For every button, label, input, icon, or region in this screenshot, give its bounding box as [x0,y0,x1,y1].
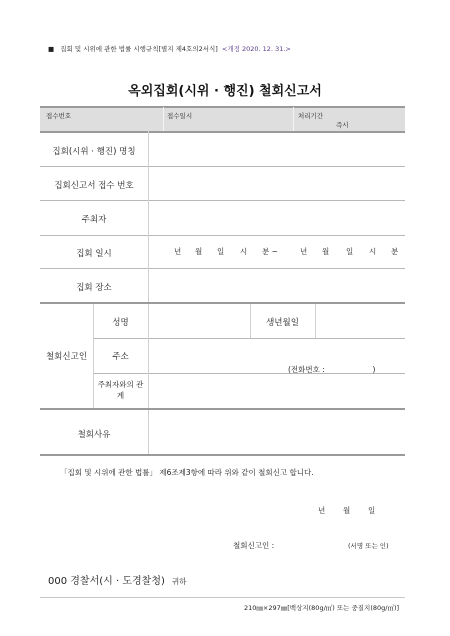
form-reference [48,44,291,53]
receipt-date-label: 접수일시 [167,112,193,120]
law-reference: 집회 및 시위에 관한 법률 시행규칙[별지 제4호의2서식] [60,45,218,53]
signature-field[interactable] [290,536,345,550]
assembly-datetime-label: 집회 일시 [76,249,112,259]
signature-label: 철회신고인 : [233,541,275,550]
to-month-unit: 월 [322,247,330,256]
signature-hint: (서명 또는 인) [348,542,389,550]
addressee [48,569,186,588]
assembly-place-label: 집회 장소 [76,283,112,293]
withdrawal-reason-field[interactable] [150,412,404,453]
from-month-unit: 월 [195,247,203,256]
from-minute-unit: 분 ~ [262,247,278,256]
assembly-datetime-field[interactable] [150,246,405,260]
address-label: 주소 [112,352,129,362]
office-use-row [40,107,405,131]
assembly-name-field[interactable] [150,133,404,165]
processing-period-value: 즉시 [336,121,349,129]
organizer-label: 주최자 [81,215,107,225]
organizer-field[interactable] [150,202,404,234]
paper-spec: 210㎜×297㎜[백상지(80g/㎡) 또는 중질지(80g/㎡)] [244,604,400,612]
name-label: 성명 [112,318,129,328]
date-day-unit: 일 [368,506,376,515]
name-field[interactable] [150,306,248,336]
relation-label: 주최자와의 관계 [97,380,144,400]
report-receipt-number-label: 집회신고서 접수 번호 [54,181,134,191]
police-office-name: 000 경찰서(시 · 도경찰청) [48,576,165,587]
withdrawal-reason-label: 철회사유 [77,430,111,440]
receipt-number-label: 접수번호 [46,112,72,120]
from-hour-unit: 시 [240,247,248,256]
form-title: 옥외집회(시위 · 행진) 철회신고서 [128,84,322,99]
addressee-suffix: 귀하 [171,577,187,586]
birth-date-label: 생년월일 [266,318,299,328]
processing-period-label: 처리기간 [298,112,324,120]
phone-label: (전화번호 : ) [288,365,376,374]
withdrawer-label: 철회신고인 [45,352,88,362]
assembly-place-field[interactable] [150,270,404,301]
from-day-unit: 일 [217,247,225,256]
assembly-name-label: 집회(시위 · 행진) 명칭 [52,147,136,157]
to-hour-unit: 시 [369,247,377,256]
relation-field[interactable] [150,375,404,407]
date-year-unit: 년 [318,506,326,515]
to-minute-unit: 분 [391,247,399,256]
revision-note: <개정 2020. 12. 31.> [221,45,291,53]
bullet-icon: ■ [48,45,55,53]
statement-text: 「집회 및 시위에 관한 법률」 제6조제3항에 따라 위와 같이 철회신고 합니다. [60,468,314,477]
report-receipt-number-field[interactable] [150,168,404,199]
date-month-unit: 월 [343,506,351,515]
to-day-unit: 일 [346,247,354,256]
to-year-unit: 년 [300,247,308,256]
from-year-unit: 년 [174,247,182,256]
birth-date-field[interactable] [317,306,404,336]
